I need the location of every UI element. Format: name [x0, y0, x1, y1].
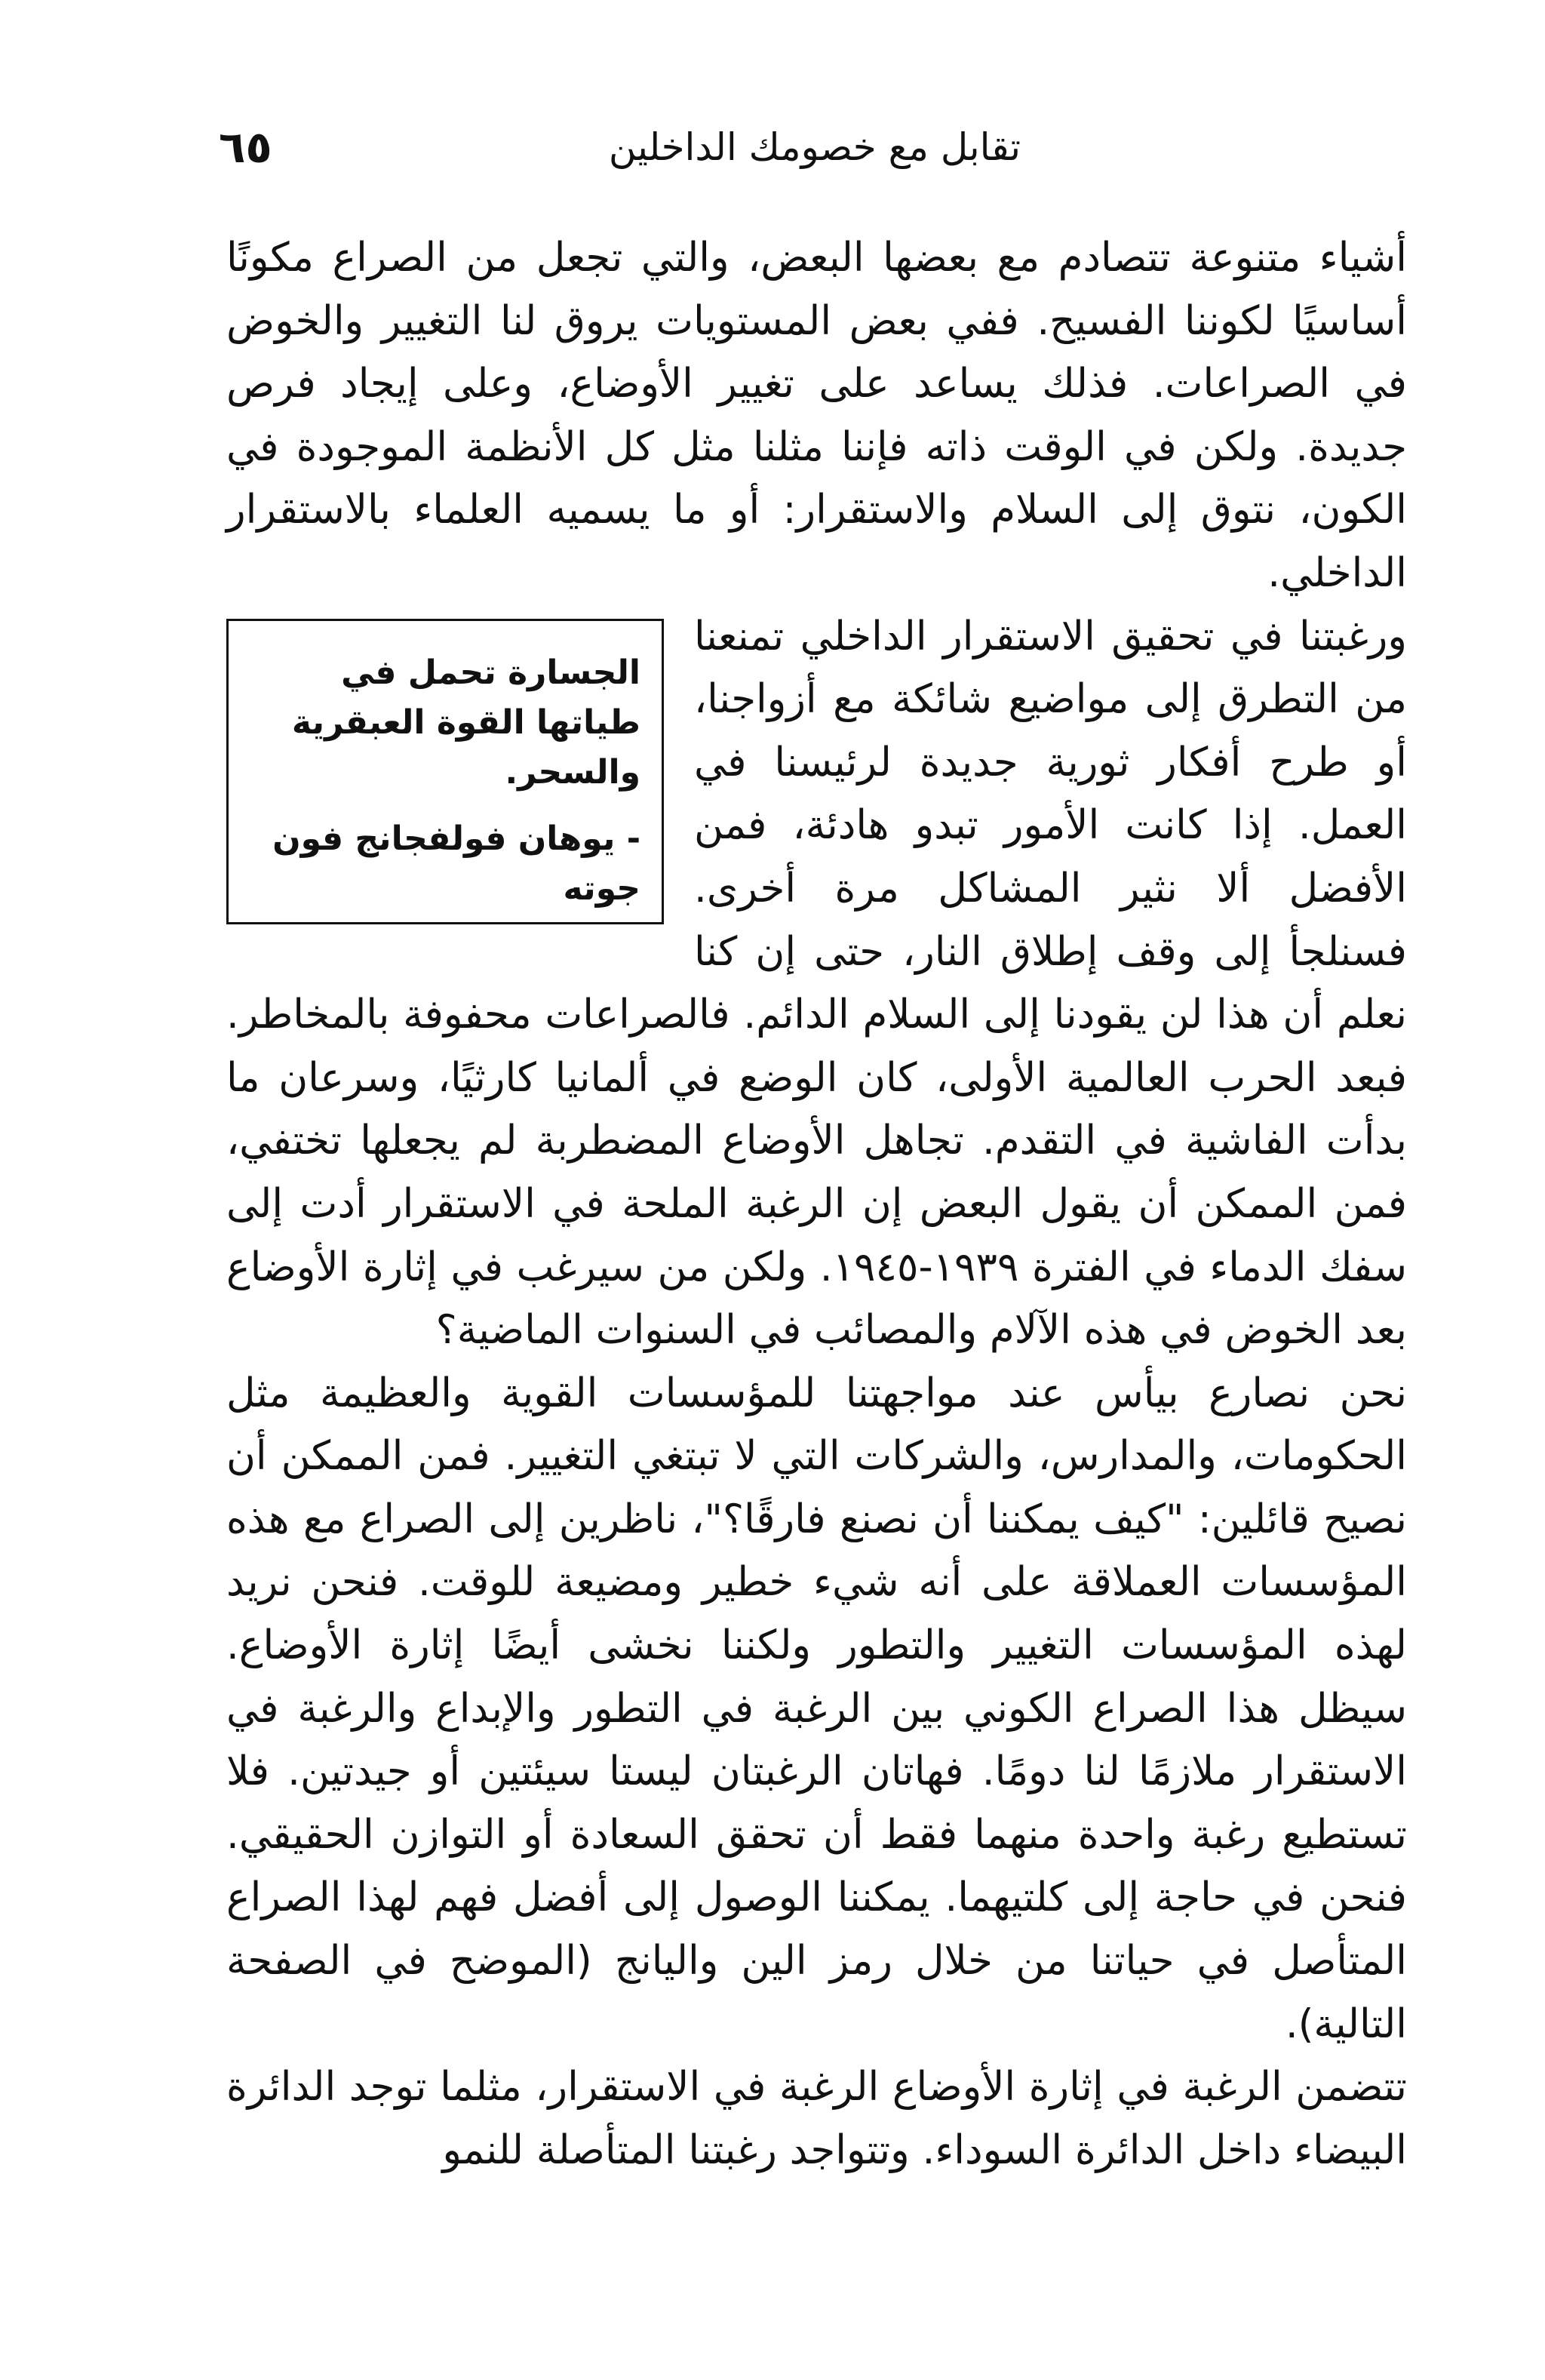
paragraph: نحن نصارع بيأس عند مواجهتنا للمؤسسات القوية والعظيمة مثل الحكومات، والمدارس، والشركات التي لا تبتغي التغيير. فمن الممكن أن نصيح قائلين: "كيف يمكننا أن نصنع فارقًا؟"، ناظرين إلى الصراع مع هذه المؤسسات العملاقة على أنه شيء خطير ومضيعة للوقت. فنحن نريد لهذه المؤسسات التغيير والتطور ولكننا نخشى أيضًا إثارة الأوضاع. سيظل هذا الصراع الكوني بين الرغبة في التطور والإبداع والرغبة في الاستقرار ملازمًا لنا دومًا. فهاتان الرغبتان ليستا سيئتين أو جيدتين. فلا تستطيع رغبة واحدة منهما فقط أن تحقق السعادة أو التوازن الحقيقي. فنحن في حاجة إلى كلتيهما. يمكننا الوصول إلى أفضل فهم لهذا الصراع المتأصل في حياتنا من خلال رمز الين واليانج (الموضح في الصفحة التالية).	[226, 1370, 1407, 2047]
body-text	[226, 226, 1407, 2182]
running-title: تقابل مع خصومك الداخلين	[608, 125, 1021, 169]
sidebar-quote-author: - يوهان فولفجانج فون جوته	[272, 819, 640, 908]
sidebar-quote-box	[226, 619, 664, 924]
paragraph-with-sidebar	[226, 605, 1407, 1362]
running-head	[219, 113, 1411, 181]
paragraph: أشياء متنوعة تتصادم مع بعضها البعض، والتي تجعل من الصراع مكونًا أساسيًا لكوننا الفسيح. ففي بعض المستويات يروق لنا التغيير والخوض في الصراعات. فذلك يساعد على تغيير الأوضاع، وعلى إيجاد فرص جديدة. ولكن في الوقت ذاته فإننا مثلنا مثل كل الأنظمة الموجودة في الكون، نتوق إلى السلام والاستقرار: أو ما يسميه العلماء بالاستقرار الداخلي.	[226, 235, 1407, 596]
paragraph: ورغبتنا في تحقيق الاستقرار الداخلي تمنعنا من التطرق إلى مواضيع شائكة مع أزواجنا، أو طرح أفكار ثورية جديدة لرئيسنا في العمل. إذا كانت الأمور تبدو هادئة، فمن الأفضل ألا نثير المشاكل مرة أخرى. فسنلجأ إلى وقف إطلاق النار، حتى إن كنا نعلم أن هذا لن يقودنا إلى السلام الدائم. فالصراعات محفوفة بالمخاطر. فبعد الحرب العالمية الأولى، كان الوضع في ألمانيا كارثيًا، وسرعان ما بدأت الفاشية في التقدم. تجاهل الأوضاع المضطربة لم يجعلها تختفي، فمن الممكن أن يقول البعض إن الرغبة الملحة في الاستقرار أدت إلى سفك الدماء في الفترة ١٩٣٩-١٩٤٥. ولكن من سيرغب في إثارة الأوضاع بعد الخوض في هذه الآلام والمصائب في السنوات الماضية؟	[226, 613, 1407, 1354]
sidebar-quote-text: الجسارة تحمل في طياتها القوة العبقرية والسحر.	[291, 653, 640, 792]
paragraph: تتضمن الرغبة في إثارة الأوضاع الرغبة في الاستقرار، مثلما توجد الدائرة البيضاء داخل الدائرة السوداء. وتتواجد رغبتنا المتأصلة للنمو	[226, 2064, 1407, 2173]
page-number: ٦٥	[219, 121, 272, 173]
